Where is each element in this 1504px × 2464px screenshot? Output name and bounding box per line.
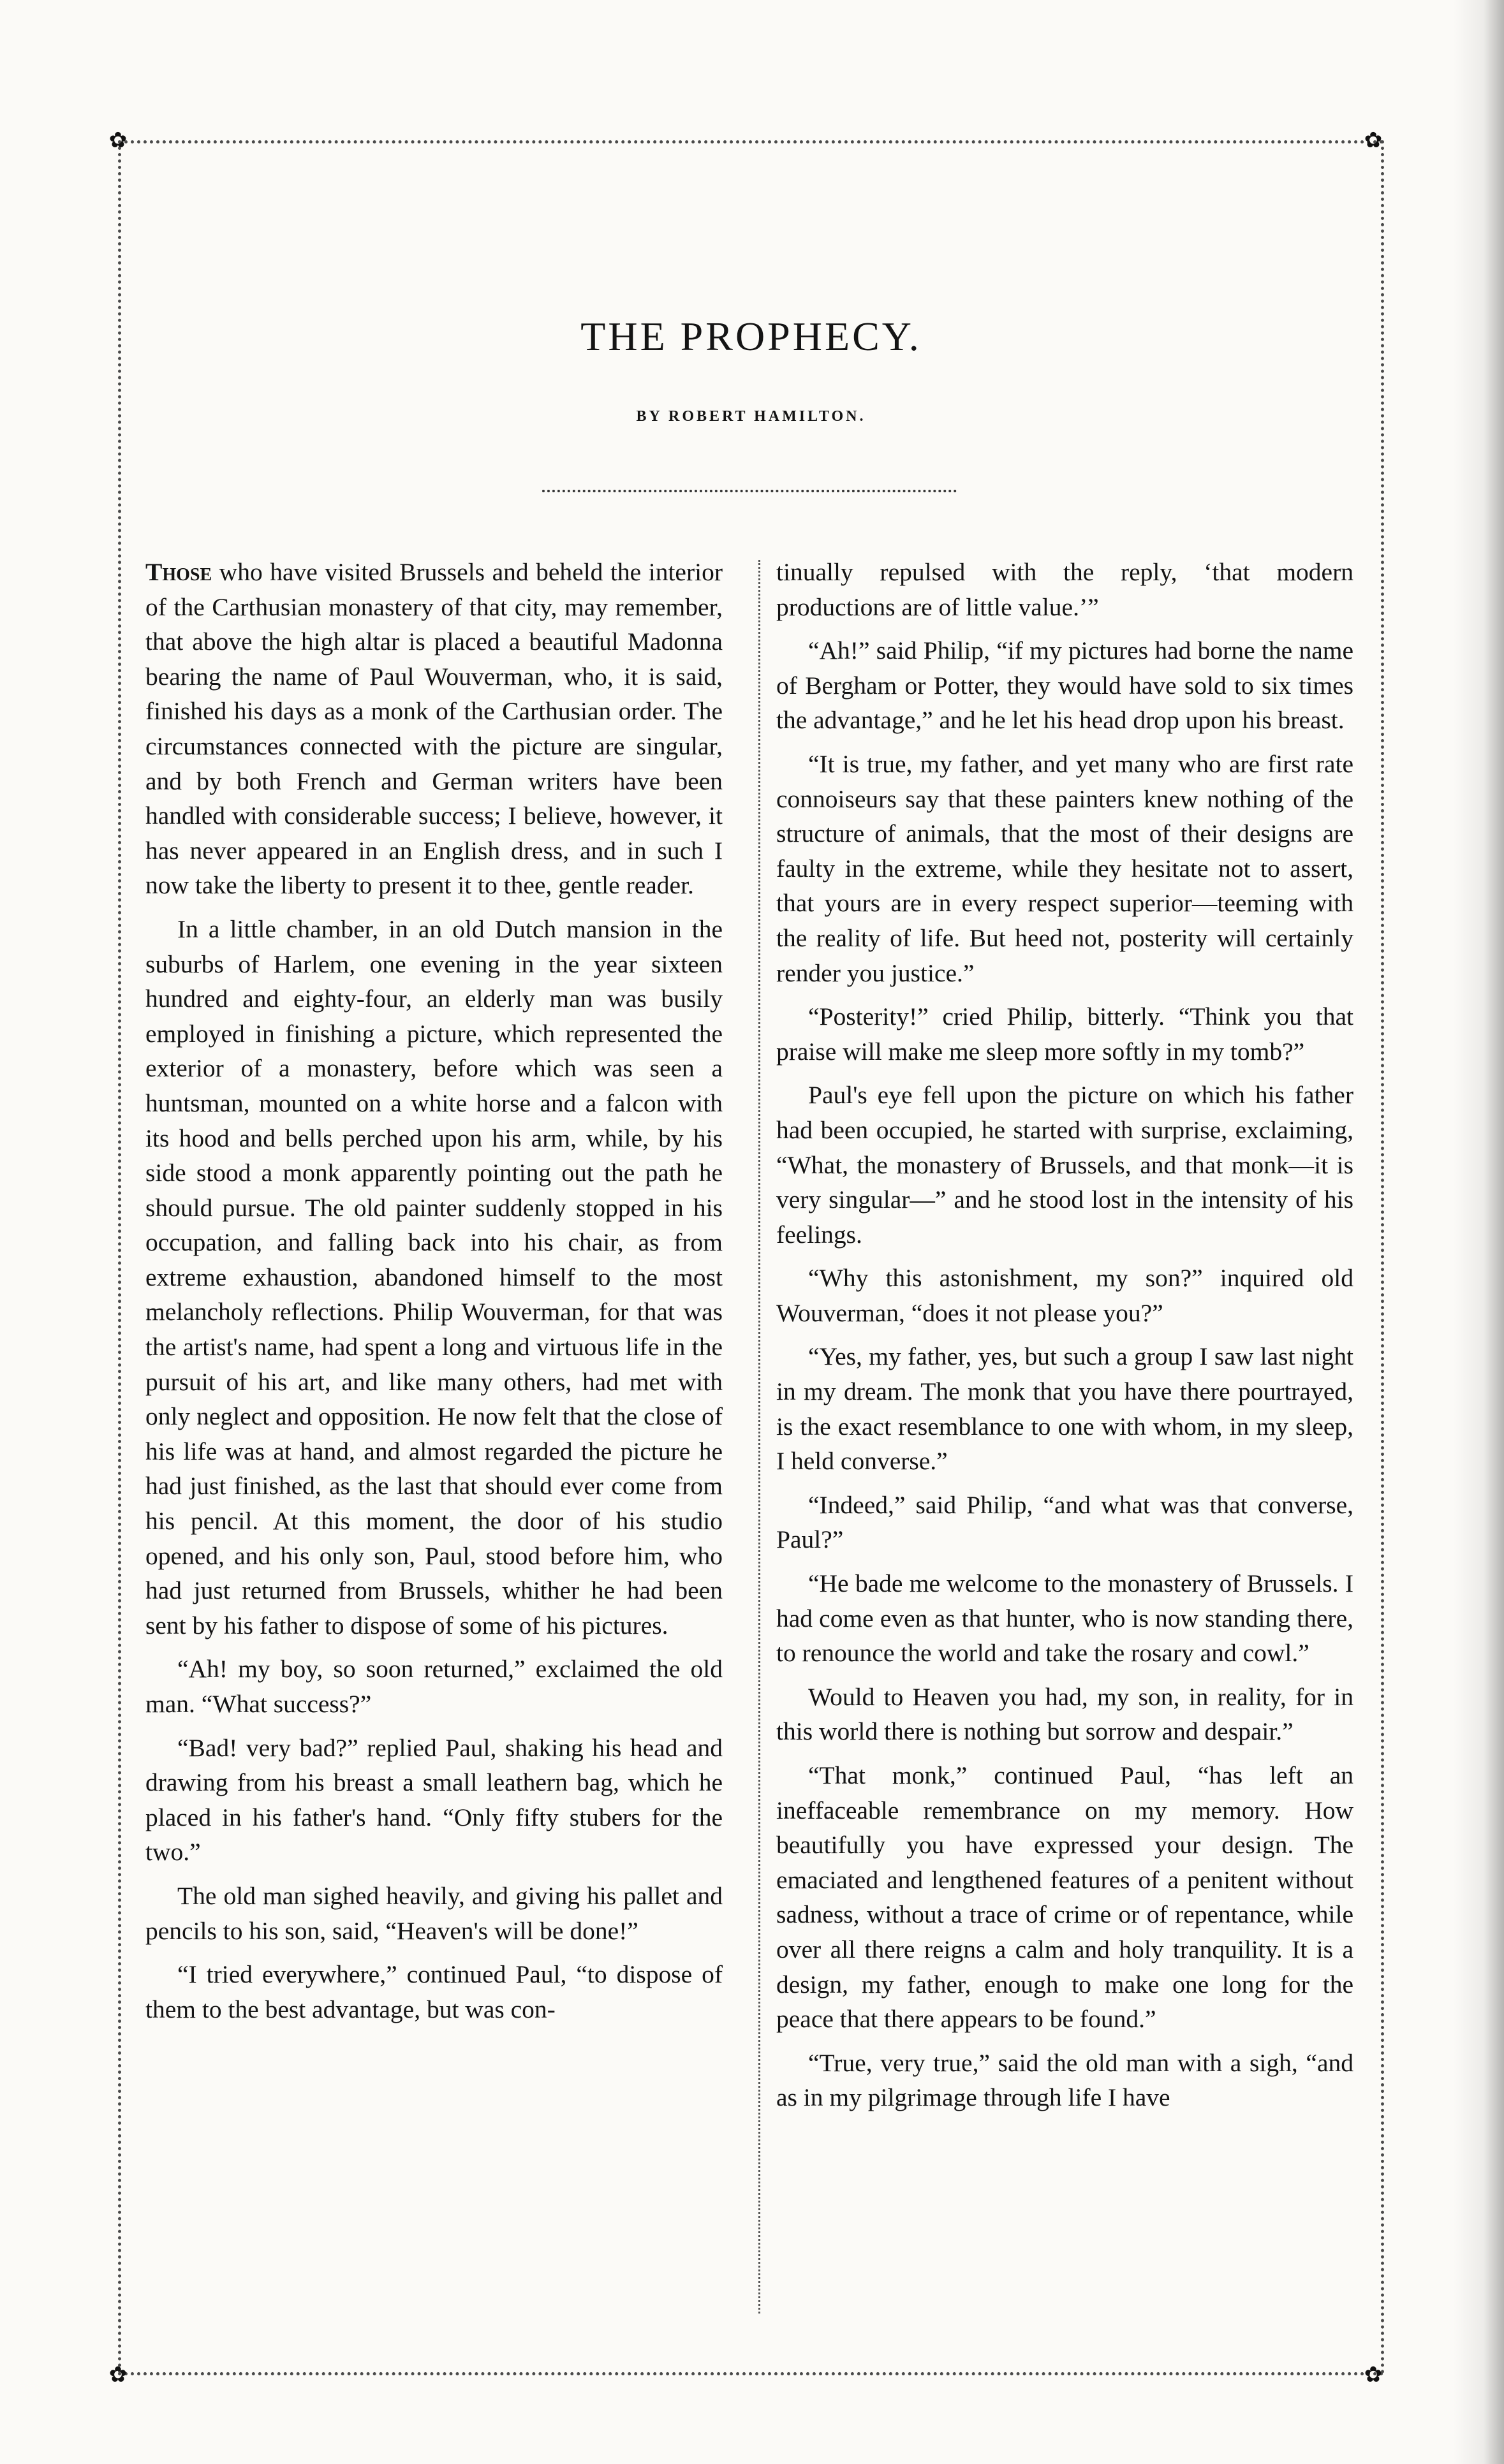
article-byline: BY ROBERT HAMILTON.: [636, 408, 866, 425]
corner-ornament-icon: ✿: [1364, 128, 1383, 153]
paragraph: Would to Heaven you had, my son, in reality, for in this world there is nothing but sorrow and despair.”: [776, 1682, 1353, 1746]
paragraph: “It is true, my father, and yet many who are first rate connoiseurs say that these painters knew nothing of the structure of animals, that the most of their designs are faulty in the extreme, while they hesitate not to assert, that yours are in every respect superior—teeming with the reality of life. But heed not, posterity will certainly render you justice.”: [776, 749, 1353, 987]
paragraph: “I tried everywhere,” continued Paul, “to dispose of them to the best advantage, but was con-: [145, 1960, 723, 2023]
paragraph: “Yes, my father, yes, but such a group I saw last night in my dream. The monk that you have there pourtrayed, is the exact resemblance to one with whom, in my sleep, I held converse.”: [776, 1342, 1353, 1476]
right-column: [776, 555, 1353, 2340]
paragraph: [145, 555, 723, 903]
corner-ornament-icon: ✿: [1364, 2362, 1383, 2387]
paragraph: “Why this astonishment, my son?” inquired old Wouverman, “does it not please you?”: [776, 1264, 1353, 1327]
paragraph-text: who have visited Brussels and beheld the interior of the Carthusian monastery of that city, may remember, that above the high altar is placed a beautiful Madonna bearing the name of Paul Wouverman, who, it is said, finished his days as a monk of the Carthusian order. The circumstances connected with the picture are singular, and by both French and German writers have been handled with considerable success; I believe, however, it has never appeared in an English dress, and in such I now take the liberty to present it to thee, gentle reader.: [145, 558, 723, 900]
paragraph: “That monk,” continued Paul, “has left an ineffaceable remembrance on my memory. How beautifully you have expressed your design. The emaciated and lengthened features of a penitent without sadness, without a trace of crime or of repentance, while over all there reigns a calm and holy tranquility. It is a design, my father, enough to make one long for the peace that there appears to be found.”: [776, 1761, 1353, 2034]
paragraph: In a little chamber, in an old Dutch mansion in the suburbs of Harlem, one evening in the year sixteen hundred and eighty-four, an elderly man was busily employed in finishing a picture, which represented the exterior of a monastery, before which was seen a huntsman, mounted on a white horse and a falcon with its hood and bells perched upon his arm, while, by his side stood a monk apparently pointing out the path he should pursue. The old painter suddenly stopped in his occupation, and falling back into his chair, as from extreme exhaustion, abandoned himself to the most melancholy reflections. Philip Wouverman, for that was the artist's name, had spent a long and virtuous life in the pursuit of his art, and like many others, had met with only neglect and opposition. He now felt that the close of his life was at hand, and almost regarded the picture he had just finished, as the last that should ever come from his pencil. At this moment, the door of his studio opened, and his only son, Paul, stood before him, who had just returned from Brussels, whither he had been sent by his father to dispose of some of his pictures.: [145, 914, 723, 1639]
left-column: [145, 555, 723, 2340]
title-divider: [542, 490, 957, 492]
paragraph: Paul's eye fell upon the picture on which his father had been occupied, he started with surprise, exclaiming, “What, the monastery of Brussels, and that monk—it is very singular—” and he stood lost in the intensity of his feelings.: [776, 1081, 1353, 1249]
paragraph: The old man sighed heavily, and giving his pallet and pencils to his son, said, “Heaven's will be done!”: [145, 1881, 723, 1945]
paragraph: “Indeed,” said Philip, “and what was that converse, Paul?”: [776, 1490, 1353, 1554]
corner-ornament-icon: ✿: [108, 128, 128, 153]
corner-ornament-icon: ✿: [108, 2362, 128, 2387]
page-edge-shadow: [1453, 0, 1504, 2464]
paragraph: “Ah! my boy, so soon returned,” exclaimed the old man. “What success?”: [145, 1655, 723, 1718]
column-divider: [758, 560, 760, 2314]
paragraph: “Bad! very bad?” replied Paul, shaking his head and drawing from his breast a small leathern bag, which he placed in his father's hand. “Only fifty stubers for the two.”: [145, 1733, 723, 1866]
paragraph: “Ah!” said Philip, “if my pictures had borne the name of Bergham or Potter, they would have sold to six times the advantage,” and he let his head drop upon his breast.: [776, 636, 1353, 735]
paragraph: “True, very true,” said the old man with a sigh, “and as in my pilgrimage through life I have: [776, 2048, 1353, 2112]
lead-word: Those: [145, 558, 212, 586]
paragraph: “He bade me welcome to the monastery of Brussels. I had come even as that hunter, who is now standing there, to renounce the world and take the rosary and cowl.”: [776, 1569, 1353, 1668]
paragraph: tinually repulsed with the reply, ‘that modern productions are of little value.’”: [776, 558, 1353, 621]
paragraph: “Posterity!” cried Philip, bitterly. “Think you that praise will make me sleep more softly in my tomb?”: [776, 1002, 1353, 1066]
article-title: THE PROPHECY.: [580, 313, 922, 359]
